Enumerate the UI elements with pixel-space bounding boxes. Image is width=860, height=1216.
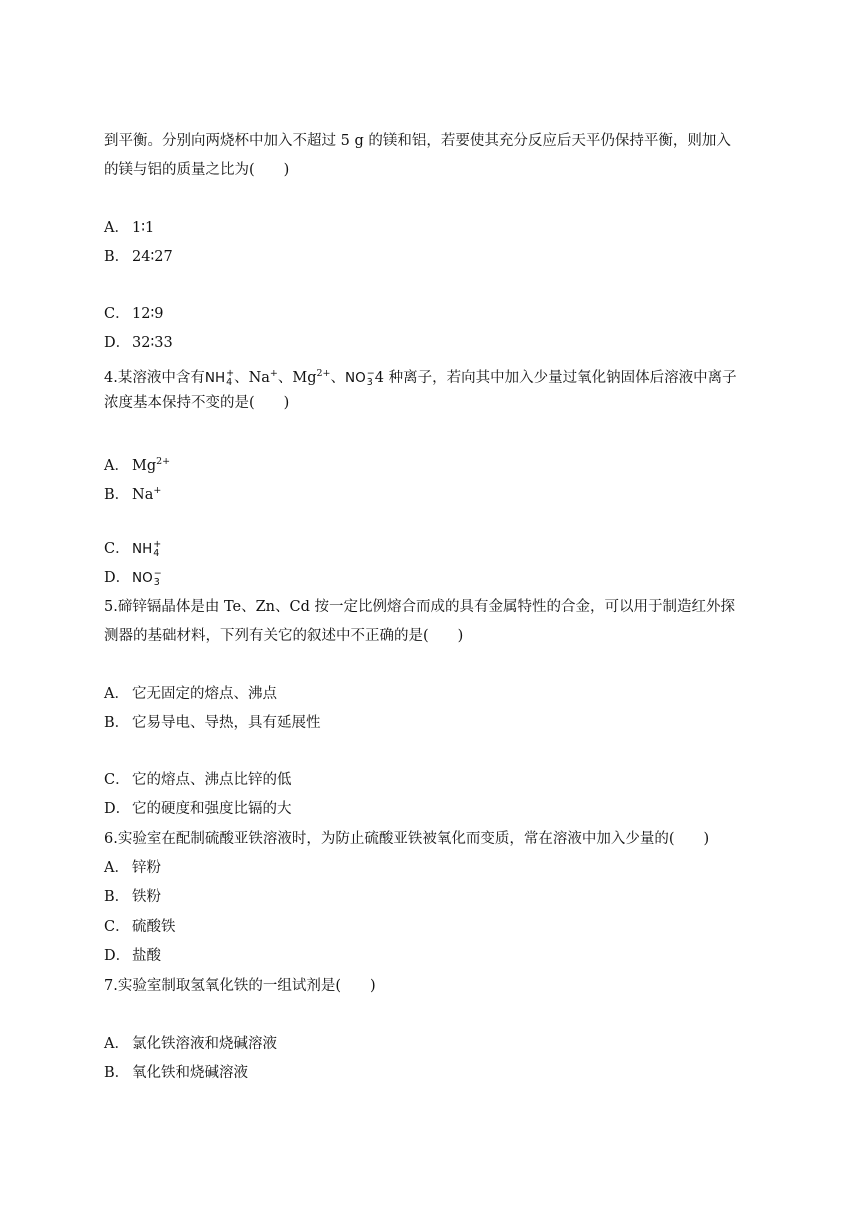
q4-option-d: [104, 568, 162, 588]
option-text: 它的熔点、沸点比锌的低: [132, 772, 292, 788]
separator: 、: [330, 369, 346, 386]
option-letter: B．: [104, 249, 130, 265]
option-text: 铁粉: [132, 889, 161, 905]
q5-option-c: [104, 770, 292, 790]
option-text: 它无固定的熔点、沸点: [132, 686, 277, 702]
ion-nh4: [204, 367, 235, 388]
option-text: 硫酸铁: [132, 919, 176, 935]
option-letter: A．: [104, 686, 129, 702]
ion-subscript: 4: [226, 376, 233, 388]
option-letter: C．: [104, 919, 130, 935]
option-letter: B．: [104, 889, 130, 905]
ion-charge: 2+: [156, 456, 171, 467]
ion-mg: [292, 370, 330, 386]
option-text: 12∶9: [132, 306, 164, 322]
q5-option-a: [104, 684, 277, 704]
q5-option-d: [104, 799, 292, 819]
option-letter: B．: [104, 1065, 130, 1081]
ion-subscript: 3: [366, 376, 373, 388]
separator: 、: [277, 369, 293, 386]
option-letter: B．: [104, 715, 130, 731]
q3-stem-line-2: 的镁与铝的质量之比为( ): [104, 162, 290, 178]
q7-option-a: [104, 1034, 277, 1054]
ion-charge: +: [269, 368, 278, 379]
separator: 、: [234, 369, 249, 386]
ion-charge: +: [153, 485, 162, 496]
option-letter: D．: [104, 570, 131, 586]
q4-option-c: [104, 539, 161, 559]
ion-charge: +: [153, 539, 162, 550]
option-letter: C．: [104, 541, 130, 557]
ion-base: Na: [132, 486, 154, 503]
ion-base: Mg: [292, 369, 317, 386]
ion-base: NO: [132, 570, 153, 586]
option-letter: B．: [104, 486, 130, 503]
q7-option-b: [104, 1063, 248, 1083]
ion-base: Na: [248, 369, 270, 386]
option-text: 锌粉: [132, 860, 161, 876]
option-letter: D．: [104, 948, 131, 964]
option-letter: C．: [104, 306, 130, 322]
ion-charge: 2+: [316, 368, 331, 379]
ion-charge: +: [226, 367, 235, 379]
option-letter: D．: [104, 335, 131, 351]
ion-base: NH: [132, 541, 153, 557]
ion-subscript: 4: [153, 548, 160, 559]
q4-suffix: 4 种离子，若向其中加入少量过氧化钠固体后溶液中离子: [374, 369, 737, 386]
q5-option-b: [104, 713, 321, 733]
option-letter: D．: [104, 801, 131, 817]
q4-option-b: [104, 481, 161, 505]
q7-stem-line-1: 7.实验室制取氢氧化铁的一组试剂是( ): [104, 978, 376, 994]
q3-option-a: [104, 218, 154, 238]
option-text: 32∶33: [132, 335, 173, 351]
ion-base: Mg: [132, 457, 157, 474]
q5-stem-line-2: 测器的基础材料，下列有关它的叙述中不正确的是( ): [104, 628, 464, 644]
option-letter: A．: [104, 1036, 129, 1052]
ion-subscript: 3: [153, 577, 160, 588]
q6-option-d: [104, 946, 161, 966]
option-text: 氧化铁和烧碱溶液: [132, 1065, 248, 1081]
q6-option-c: [104, 917, 176, 937]
q6-stem-line-1: 6.实验室在配制硫酸亚铁溶液时，为防止硫酸亚铁被氧化而变质，常在溶液中加入少量的( ): [104, 831, 710, 847]
option-text: 它易导电、导热，具有延展性: [132, 715, 321, 731]
q4-stem-line-2: 浓度基本保持不变的是( ): [104, 395, 290, 411]
ion-charge: −: [153, 568, 162, 579]
q3-option-d: [104, 333, 173, 353]
ion-base: NO: [345, 369, 366, 386]
ion-base: NH: [204, 369, 226, 386]
ion-charge: −: [366, 367, 375, 379]
q3-option-b: [104, 247, 173, 267]
q6-option-b: [104, 887, 161, 907]
option-letter: A．: [104, 220, 129, 236]
ion-na: [249, 370, 278, 386]
q4-prefix: 4.某溶液中含有: [104, 369, 205, 386]
q4-stem-line-1: [104, 364, 737, 388]
q5-stem-line-1: 5.碲锌镉晶体是由 Te、Zn、Cd 按一定比例熔合而成的具有金属特性的合金，可以用于制造红外探: [104, 599, 735, 615]
option-letter: C．: [104, 772, 130, 788]
q6-option-a: [104, 858, 161, 878]
q3-option-c: [104, 304, 163, 324]
option-text: 它的硬度和强度比镉的大: [132, 801, 292, 817]
option-letter: A．: [104, 860, 129, 876]
ion-no3: [345, 367, 375, 388]
option-text: 1∶1: [132, 220, 155, 236]
option-text: 氯化铁溶液和烧碱溶液: [132, 1036, 277, 1052]
option-letter: A．: [104, 457, 129, 474]
option-text: 盐酸: [132, 948, 161, 964]
q4-option-a: [104, 452, 170, 476]
option-text: 24∶27: [132, 249, 173, 265]
q3-stem-line-1: 到平衡。分别向两烧杯中加入不超过 5 g 的镁和铝，若要使其充分反应后天平仍保持平衡，则加入: [104, 133, 731, 149]
